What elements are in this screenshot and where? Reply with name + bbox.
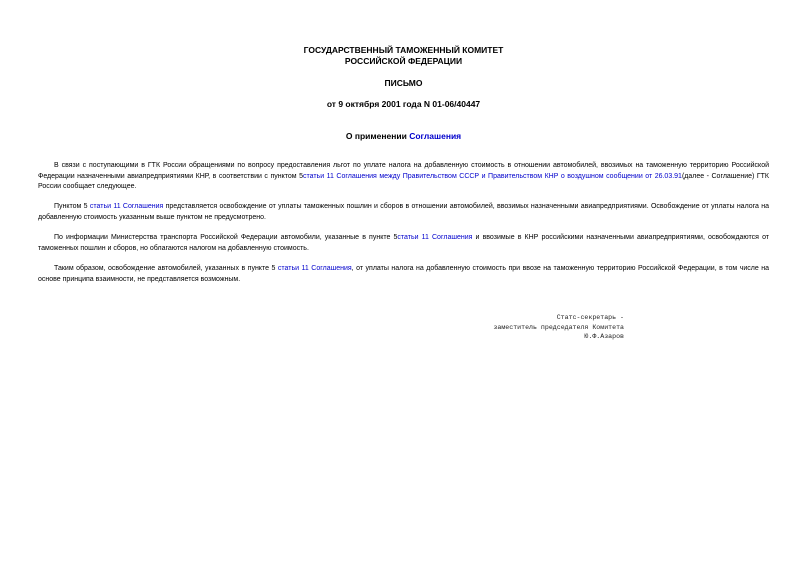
paragraph-1-link[interactable]: статьи 11 Соглашения между Правительством СССР и Правительством КНР о воздушном сообщении от 26.03.91: [302, 172, 682, 180]
org-name-line2: РОССИЙСКОЙ ФЕДЕРАЦИИ: [344, 56, 463, 66]
paragraph-2-link[interactable]: статьи 11 Соглашения: [89, 203, 164, 210]
paragraph-3-text-a: По информации Министерства транспорта Российской Федерации автомобили, указанные в пункте 5: [54, 234, 398, 241]
subject-prefix: О применении: [345, 131, 410, 141]
paragraph-3: [38, 233, 769, 254]
subject-link[interactable]: Соглашения: [409, 131, 462, 141]
org-name-line1: ГОСУДАРСТВЕННЫЙ ТАМОЖЕННЫЙ КОМИТЕТ: [303, 45, 504, 55]
paragraph-3-link[interactable]: статьи 11 Соглашения: [397, 234, 473, 241]
signature-title: Статс-секретарь -: [556, 314, 624, 321]
document-date-number: от 9 октября 2001 года N 01-06/40447: [326, 99, 481, 109]
paragraph-1-text-a: В связи с поступающими в ГТК России обращениями по вопросу предоставления льгот по уплате налога на добавленную стоимость в отношении автомобилей, ввозимых на таможенную территорию Российской Федерации назначенными авиапредприятиями КНР, в соответствии с пунктом 5: [38, 162, 769, 180]
paragraph-2: [38, 202, 769, 223]
paragraph-2-text-b: представляется освобождение от уплаты таможенных пошлин и сборов в отношении автомобилей, ввозимых назначенными авиапредприятиями. Освобождение от уплаты налога на добавленную стоимость указанным выше пунктом не предусмотрено.: [38, 203, 769, 221]
document-subject: [0, 131, 807, 142]
paragraph-1: [38, 161, 769, 193]
signature-position: заместитель председателя Комитета: [493, 323, 624, 331]
paragraph-1-text-b: (далее - Соглашение) ГТК России сообщает следующее.: [38, 172, 769, 191]
document-type: ПИСЬМО: [384, 78, 423, 88]
paragraph-4-text-a: Таким образом, освобождение автомобилей, указанных в пункте 5: [54, 265, 278, 272]
paragraph-4-link[interactable]: статьи 11 Соглашения: [277, 265, 352, 272]
signature-block: [486, 313, 624, 342]
paragraph-4: [38, 264, 769, 285]
paragraph-2-text-a: Пунктом 5: [54, 203, 90, 210]
paragraph-3-text-b: и ввозимые в КНР российскими назначенными авиапредприятиями, освобождаются от таможенных пошлин и сборов, но облагаются налогом на добавленную стоимость.: [38, 234, 770, 252]
paragraph-4-text-b: , от уплаты налога на добавленную стоимость при ввозе на таможенную территорию Российской Федерации, в том числе на основе принципа взаимности, не представляется возможным.: [38, 265, 770, 283]
signature-name: Ю.Ф.Азаров: [584, 333, 624, 340]
